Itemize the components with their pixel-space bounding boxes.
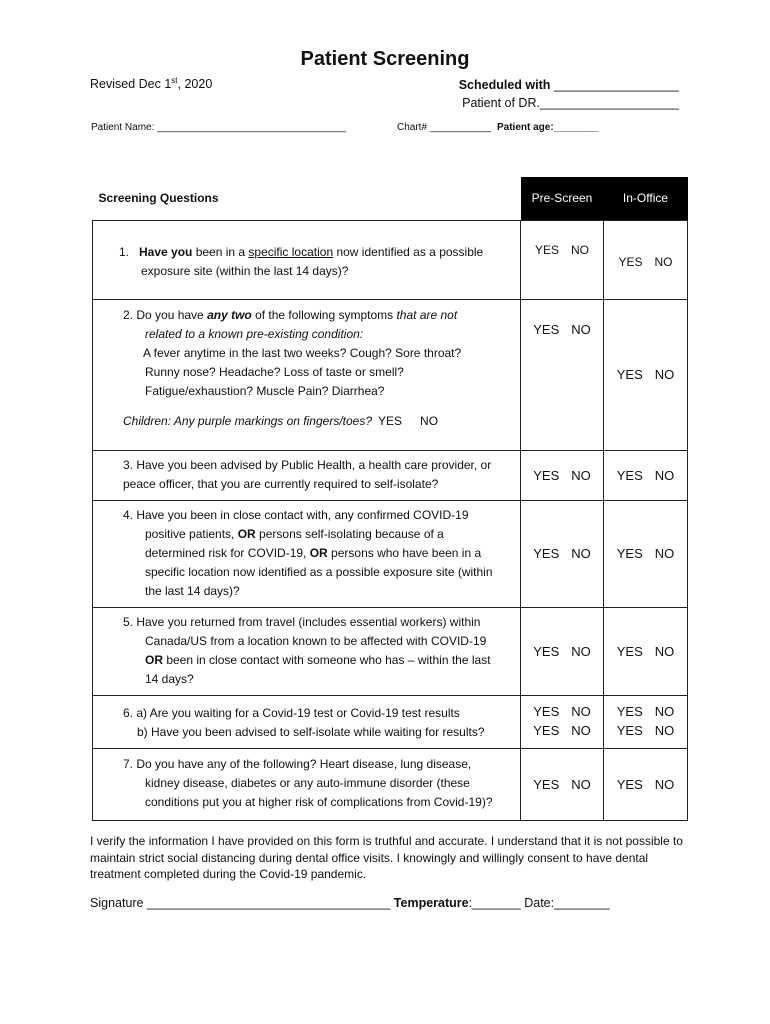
no-option[interactable]: NO [571,467,591,483]
question-line [123,651,514,670]
question-2 [93,300,521,451]
no-option[interactable]: NO [654,643,675,659]
question-text: been in a [192,245,249,259]
scheduled-with-line[interactable] [459,76,679,94]
question-text: 3. Have you been advised by Public Health, a health care provider, or [123,458,492,472]
inoffice-header: In-Office [604,177,688,221]
no-option[interactable]: NO [571,704,591,719]
question-bold: OR [145,653,163,667]
revised-year: , 2020 [177,77,213,92]
table-row [93,451,688,501]
patient-name-field[interactable]: Patient Name: __________________________________ [91,122,347,133]
prescreen-answer[interactable] [521,451,604,501]
question-text: persons who have been in a [327,546,482,560]
question-text: A fever anytime in the last two weeks? Cough? Sore throat? [143,346,462,360]
inoffice-answer[interactable] [604,451,688,501]
yes-option[interactable]: YES [616,723,643,738]
question-text: Runny nose? Headache? Loss of taste or smell? [145,365,404,379]
no-option[interactable]: NO [571,243,589,257]
question-text: Fatigue/exhaustion? Muscle Pain? Diarrhea? [145,384,385,398]
yes-option[interactable]: YES [533,643,560,659]
table-row [93,696,688,749]
inoffice-answer[interactable] [604,501,688,608]
revised-date [90,76,212,91]
no-option[interactable]: NO [654,704,675,719]
question-7 [93,749,521,821]
no-option[interactable]: NO [571,723,591,738]
yes-option[interactable]: YES [534,243,559,257]
prescreen-answer[interactable] [521,696,604,749]
question-text: persons self-isolating because of a [255,527,444,541]
verification-statement: I verify the information I have provided on this form is truthful and accurate. I understand that it is not possible to maintain strict social distancing during dental office visits. I knowingly and willingly consent to have dental treatment completed during the Covid-19 pandemic. [90,834,683,881]
no-option[interactable]: NO [654,723,675,738]
revised-text: Revised Dec 1 [90,77,172,92]
question-text: of the following symptoms [251,308,397,322]
no-option[interactable]: NO [654,367,675,382]
question-line [123,544,514,563]
chart-number-field[interactable]: Chart# ___________ [397,122,491,133]
yes-option[interactable]: YES [533,723,560,738]
yes-option[interactable]: YES [533,704,560,719]
scheduled-block [459,76,679,112]
question-text: b) Have you been advised to self-isolate while waiting for results? [137,725,485,739]
question-text: 6. a) Are you waiting for a Covid-19 test or Covid-19 test results [123,706,460,720]
date-field[interactable]: Date:________ [524,896,610,910]
patient-of-dr-line[interactable]: Patient of DR.____________________ [462,96,679,110]
prescreen-answer[interactable] [521,300,604,451]
question-text: 4. Have you been in close contact with, any confirmed COVID-19 [123,508,469,522]
table-row [93,501,688,608]
question-text: now identified as a possible [333,245,484,259]
question-text: determined risk for COVID-19, [145,546,310,560]
question-4 [93,501,521,608]
inoffice-answer[interactable] [604,749,688,821]
yes-option[interactable]: YES [616,546,643,561]
question-bold-italic: any two [207,308,252,322]
question-6 [93,696,521,749]
table-row [93,608,688,696]
question-italic: that are not [396,308,458,322]
yes-option[interactable]: YES [533,467,560,483]
prescreen-answer[interactable] [521,221,604,300]
question-text: conditions put you at higher risk of complications from Covid-19)? [145,795,493,809]
screening-questions-header: Screening Questions [98,191,219,205]
yes-option[interactable]: YES [618,255,643,269]
prescreen-answer[interactable] [521,608,604,696]
no-option[interactable]: NO [654,776,675,792]
yes-option[interactable]: YES [533,322,560,337]
scheduled-blank: __________________ [550,78,679,92]
yes-option[interactable]: YES [616,367,643,382]
question-text: positive patients, [145,527,238,541]
children-question [123,413,514,429]
yes-option[interactable]: YES [378,414,403,428]
prescreen-answer[interactable] [521,749,604,821]
revised-sup: st [171,76,178,85]
table-header-row [93,177,688,221]
inoffice-answer[interactable] [604,696,688,749]
question-5 [93,608,521,696]
question-1 [93,221,521,300]
question-line [123,525,514,544]
no-option[interactable]: NO [571,643,591,659]
no-option[interactable]: NO [654,546,675,561]
inoffice-answer[interactable] [604,608,688,696]
no-option[interactable]: NO [654,467,675,483]
signature-line [90,896,610,910]
question-text: exposure site (within the last 14 days)? [141,264,349,278]
prescreen-header: Pre-Screen [521,177,604,221]
prescreen-answer[interactable] [521,501,604,608]
question-text: 7. Do you have any of the following? Heart disease, lung disease, [123,757,472,771]
question-bold: OR [237,527,256,541]
yes-option[interactable]: YES [616,776,643,792]
question-text: peace officer, that you are currently required to self-isolate? [123,477,439,491]
yes-option[interactable]: YES [616,704,643,719]
question-text: 2. Do you have [123,308,208,322]
question-bold: OR [309,546,328,560]
no-option[interactable]: NO [571,776,591,792]
table-row [93,221,688,300]
question-text: been in close contact with someone who has – within the last [163,653,491,667]
yes-option[interactable]: YES [533,776,560,792]
question-text: specific location now identified as a possible exposure site (within [145,565,493,579]
page-title: Patient Screening [300,48,470,70]
table-row [93,300,688,451]
inoffice-answer[interactable] [604,221,688,300]
temperature-label: Temperature [393,896,469,910]
no-option[interactable]: NO [654,255,673,269]
question-text: kidney disease, diabetes or any auto-immune disorder (these [145,776,470,790]
no-option[interactable]: NO [571,322,591,337]
scheduled-label: Scheduled with [458,78,551,92]
patient-age-field[interactable]: Patient age:________ [497,122,599,133]
inoffice-answer[interactable] [604,300,688,451]
screening-table [92,177,688,821]
question-text: 5. Have you returned from travel (includes essential workers) within [123,615,481,629]
yes-option[interactable]: YES [533,546,560,561]
question-3 [93,451,521,501]
yes-option[interactable]: YES [616,643,643,659]
question-number: 1. [119,245,130,259]
table-row [93,749,688,821]
question-italic: related to a known pre-existing condition: [145,327,364,341]
signature-field[interactable]: Signature ___________________________________ [90,896,391,910]
no-option[interactable]: NO [420,414,439,428]
question-underlined: specific location [248,245,334,259]
question-text: 14 days? [145,672,194,686]
no-option[interactable]: NO [571,546,591,561]
children-question-text: Children: Any purple markings on fingers/toes? [123,414,373,428]
question-text: Canada/US from a location known to be affected with COVID-19 [145,634,487,648]
question-text: the last 14 days)? [145,584,240,598]
question-bold: Have you [139,245,193,259]
temperature-field[interactable]: :_______ [468,896,521,910]
yes-option[interactable]: YES [616,467,643,483]
